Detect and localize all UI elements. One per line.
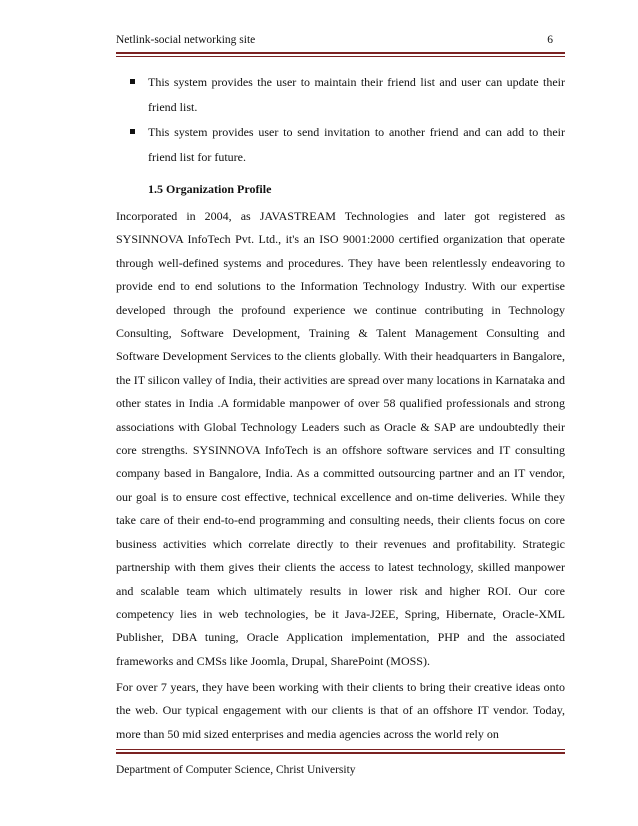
- bullet-item: [116, 70, 565, 120]
- footer-rule-thin: [116, 749, 565, 750]
- header-rule-thick: [116, 52, 565, 54]
- page-number: 6: [547, 34, 553, 46]
- bullet-text: This system provides the user to maintain their friend list and user can update their friend list.: [148, 75, 565, 114]
- footer-rule-thick: [116, 752, 565, 754]
- body-paragraph: For over 7 years, they have been working with their clients to bring their creative ideas onto the web. Our typical engagement with our clients is that of an offshore IT vendor. Today, more than 50 mid sized enterprises and media agencies across the world rely on: [116, 680, 565, 741]
- section-heading: 1.5 Organization Profile: [148, 182, 272, 196]
- square-bullet-icon: [130, 79, 135, 84]
- header-title: Netlink-social networking site: [116, 34, 256, 46]
- bullet-list: [116, 70, 565, 170]
- page-footer: Department of Computer Science, Christ University: [116, 764, 356, 776]
- square-bullet-icon: [130, 129, 135, 134]
- bullet-text: This system provides user to send invitation to another friend and can add to their friend list for future.: [148, 125, 565, 164]
- header-rule-thin: [116, 56, 565, 57]
- body-paragraph: Incorporated in 2004, as JAVASTREAM Technologies and later got registered as SYSINNOVA InfoTech Pvt. Ltd., it's an ISO 9001:2000 certified organization that operate through well-defined systems and procedures. They have been relentlessly endeavoring to provide end to end solutions to the Information Technology Industry. With our expertise developed through the profound experience we continue contributing in Technology Consulting, Software Development, Training & Talent Management Consulting and Software Development Services to the clients globally. With their headquarters in Bangalore, the IT silicon valley of India, their activities are spread over many locations in Karnataka and other states in India .A formidable manpower of over 58 qualified professionals and strong associations with Global Technology Leaders such as Oracle & SAP are undoubtedly their core strengths. SYSINNOVA InfoTech is an offshore software services and IT consulting company based in Bangalore, India. As a committed outsourcing partner and an IT vendor, our goal is to ensure cost effective, technical excellence and on-time deliveries. While they take care of their end-to-end programming and consulting needs, their clients focus on core business activities which correlate directly to their revenues and profitability. Strategic partnership with them gives their clients the access to latest technology, skilled manpower and scalable team which ultimately results in lower risk and higher ROI. Our core competency lies in web technologies, be it Java-J2EE, Spring, Hibernate, Oracle-XML Publisher, DBA tuning, Oracle Application implementation, PHP and the associated frameworks and CMSs like Joomla, Drupal, SharePoint (MOSS).: [116, 209, 565, 668]
- bullet-item: [116, 120, 565, 170]
